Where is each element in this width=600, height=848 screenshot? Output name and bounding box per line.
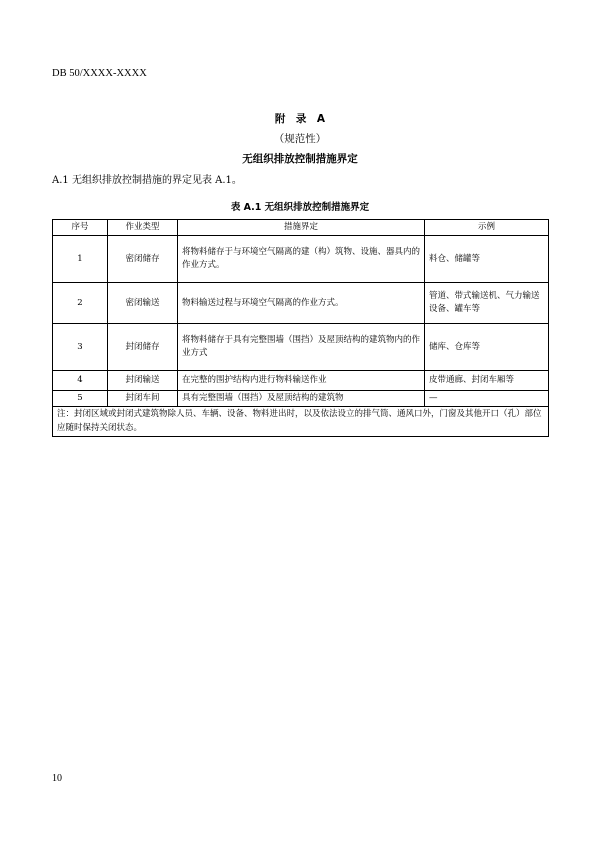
appendix-title: 附 录 A [274,113,326,125]
column-header-type: 作业类型 [108,220,178,236]
page-number: 10 [52,773,62,784]
column-header-no: 序号 [53,220,108,236]
cell-no: 3 [53,324,108,371]
cell-example: 料仓、储罐等 [425,236,549,283]
cell-definition: 物料输送过程与环境空气隔离的作业方式。 [178,283,425,324]
appendix-nature: （规范性） [273,133,327,145]
table-row [53,391,549,407]
cell-type: 密闭储存 [108,236,178,283]
table-row [53,371,549,391]
column-header-definition: 措施界定 [178,220,425,236]
table-row [53,324,549,371]
cell-example: — [425,391,549,407]
cell-type: 封闭储存 [108,324,178,371]
table-note-row [53,407,549,436]
cell-example: 储库、仓库等 [425,324,549,371]
control-measures-table [52,219,549,437]
cell-no: 2 [53,283,108,324]
table-row [53,283,549,324]
cell-definition: 将物料储存于具有完整围墙（围挡）及屋顶结构的建筑物内的作业方式 [178,324,425,371]
cell-no: 4 [53,371,108,391]
cell-no: 1 [53,236,108,283]
table-header-row [53,220,549,236]
table-row [53,236,549,283]
document-code: DB 50/XXXX-XXXX [52,68,147,79]
column-header-example: 示例 [425,220,549,236]
cell-type: 封闭车间 [108,391,178,407]
cell-type: 封闭输送 [108,371,178,391]
table-note: 注：封闭区域或封闭式建筑物除人员、车辆、设备、物料进出时，以及依法设立的排气筒、通风口外，门窗及其他开口（孔）部位应随时保持关闭状态。 [53,407,549,436]
cell-definition: 将物料储存于与环境空气隔离的建（构）筑物、设施、器具内的作业方式。 [178,236,425,283]
cell-type: 密闭输送 [108,283,178,324]
clause-a1: A.1 无组织排放控制措施的界定见表 A.1。 [52,175,242,186]
table-caption: 表 A.1 无组织排放控制措施界定 [230,202,370,213]
cell-example: 皮带通廊、封闭车厢等 [425,371,549,391]
appendix-heading: 无组织排放控制措施界定 [242,153,358,165]
cell-example: 管道、带式输送机、气力输送设备、罐车等 [425,283,549,324]
cell-no: 5 [53,391,108,407]
cell-definition: 在完整的围护结构内进行物料输送作业 [178,371,425,391]
cell-definition: 具有完整围墙（围挡）及屋顶结构的建筑物 [178,391,425,407]
